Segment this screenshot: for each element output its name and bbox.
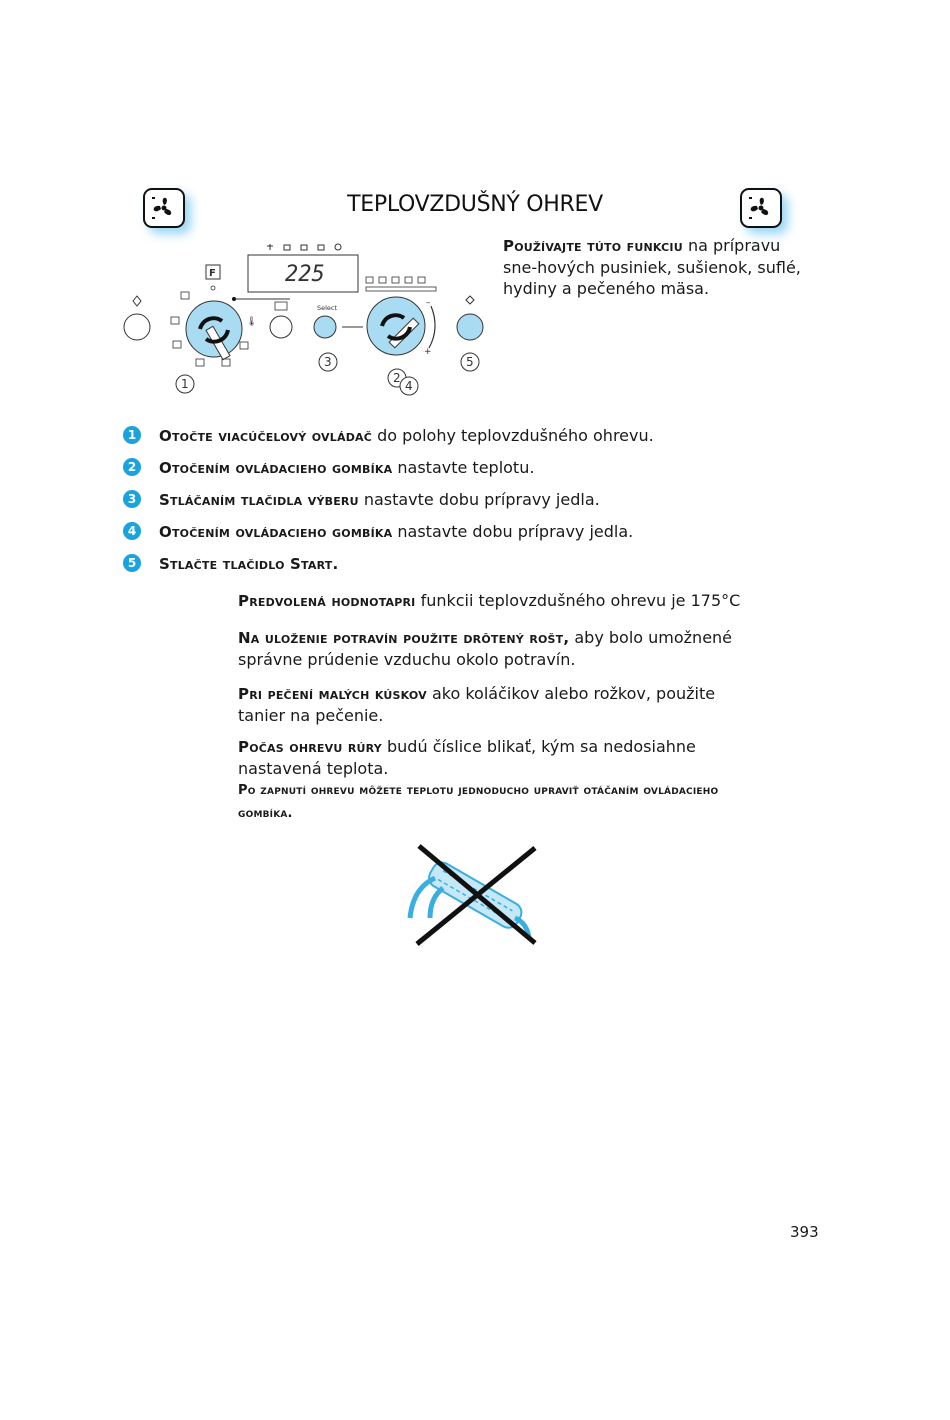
step-number: 4 (123, 522, 141, 540)
step-text: nastavte teplotu. (392, 457, 535, 477)
note-paragraph (238, 627, 758, 670)
note-lead: Pri pečení malých kúskov (238, 685, 427, 703)
note-lead: Na uloženie potravín použite drôtený rošt, (238, 629, 570, 647)
note-lead: Počas ohrevu rúry (238, 738, 382, 756)
intro-lead: Používajte túto funkciu (503, 237, 683, 255)
note-paragraph (238, 778, 758, 824)
crossed-out-baking-tray-icon (405, 843, 540, 946)
intro-text: na prípravu sne-hových pusiniek, sušienok, suflé, hydiny a pečeného mäsa. (503, 236, 801, 298)
step-text: nastavte dobu prípravy jedla. (358, 489, 600, 509)
note-paragraph (238, 683, 758, 726)
note-text: ako koláčikov alebo rožkov, použite tanier na pečenie. (238, 684, 716, 725)
step-item (123, 456, 534, 478)
step-number: 3 (123, 490, 141, 508)
step-text: do polohy teplovzdušného ohrevu. (372, 425, 654, 445)
step-item (123, 488, 600, 510)
note-paragraph (238, 590, 758, 612)
step-number: 5 (123, 554, 141, 572)
note-text: funkcii teplovzdušného ohrevu je 175°C (415, 591, 741, 610)
step-number: 1 (123, 426, 141, 444)
display-value: 225 (285, 262, 325, 287)
svg-text:🌡: 🌡 (246, 317, 258, 327)
step-lead: Stlačte tlačidlo Start. (159, 554, 339, 573)
callout-3: 3 (324, 355, 332, 369)
control-panel-diagram (118, 236, 493, 401)
select-label: Select (317, 304, 338, 312)
step-lead: Stláčaním tlačidla výberu (159, 490, 359, 509)
function-label: F (209, 268, 216, 279)
convection-fan-icon (740, 188, 782, 228)
minus-label: – (426, 298, 431, 308)
step-number: 2 (123, 458, 141, 476)
step-lead: Otočením ovládacieho gombíka (159, 458, 393, 477)
plus-label: + (424, 347, 432, 357)
intro-paragraph (503, 235, 803, 299)
step-lead: Otočte viacúčelový ovládač (159, 426, 373, 445)
callout-5: 5 (466, 355, 474, 369)
callout-1: 1 (181, 377, 189, 391)
note-text: aby bolo umožnené správne prúdenie vzduchu okolo potravín. (238, 628, 733, 669)
step-item (123, 520, 633, 542)
step-lead: Otočením ovládacieho gombíka (159, 522, 393, 541)
page-title: TEPLOVZDUŠNÝ OHREV (347, 192, 603, 217)
note-lead: Po zapnutí ohrevu môžete teplotu jednoducho upraviť otáčaním ovládacieho gombíka. (238, 783, 719, 821)
step-item (123, 424, 654, 446)
callout-4: 4 (405, 379, 413, 393)
note-paragraph (238, 736, 758, 779)
note-text: budú číslice blikať, kým sa nedosiahne nastavená teplota. (238, 737, 696, 778)
step-text: nastavte dobu prípravy jedla. (392, 521, 634, 541)
step-item (123, 552, 338, 574)
note-lead: Predvolená hodnotapri (238, 592, 416, 610)
page-number: 393 (790, 1223, 819, 1241)
callout-2: 2 (393, 371, 401, 385)
